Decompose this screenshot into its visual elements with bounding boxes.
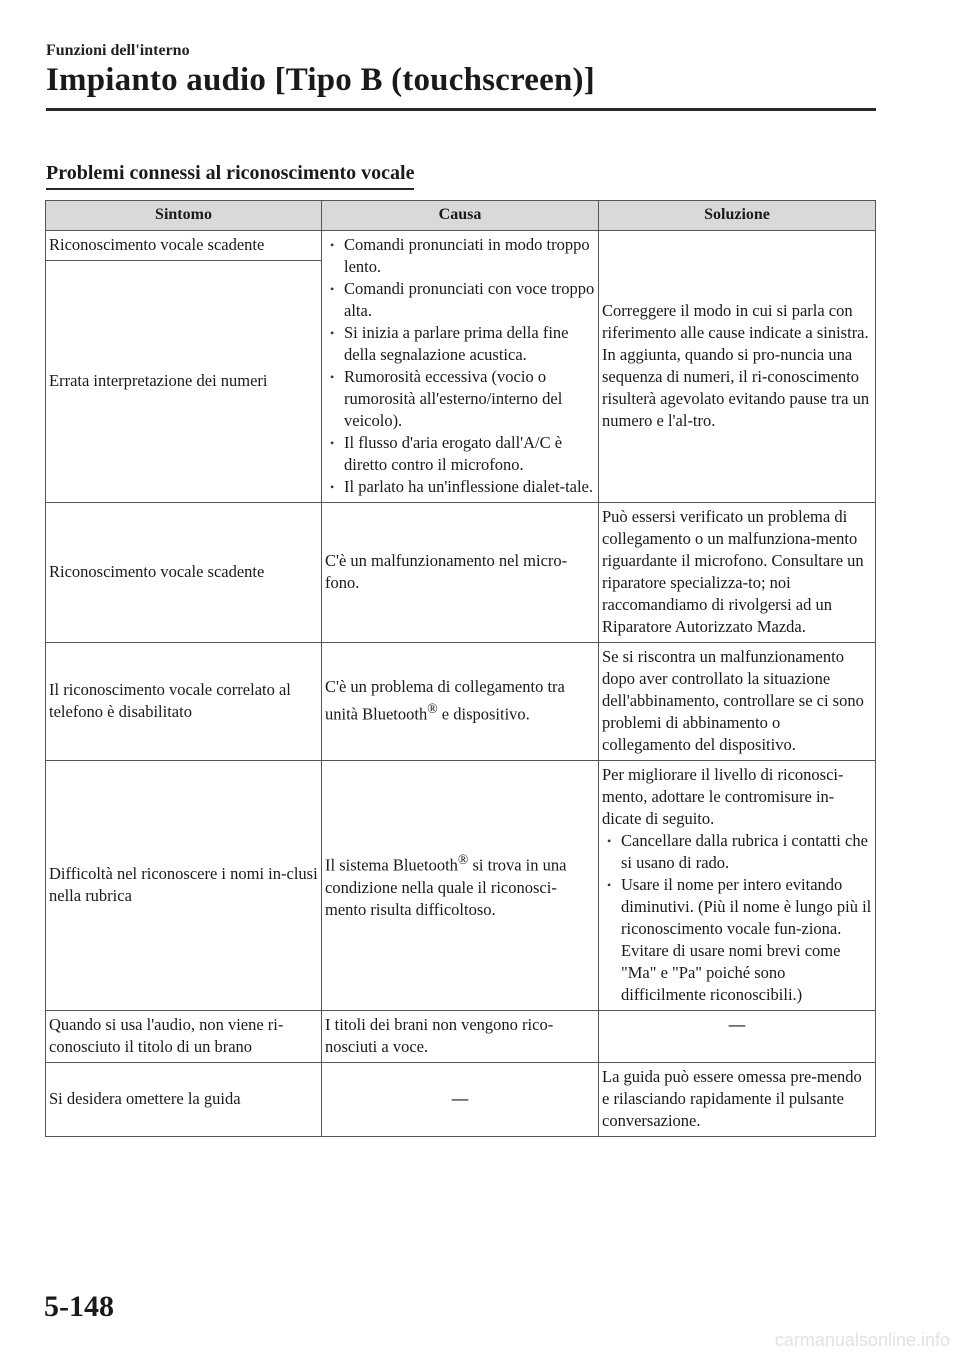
- table-row: [46, 1063, 876, 1137]
- symptom-cell: Quando si usa l'audio, non viene ri-conosciuto il titolo di un brano: [46, 1011, 322, 1063]
- table-row: [46, 503, 876, 643]
- list-item: • Si inizia a parlare prima della fine della segnalazione acustica.: [325, 322, 595, 366]
- cause-text-end: si trova in una condizione nella quale il riconosci-mento risulta difficoltoso.: [325, 855, 567, 919]
- cause-cell: [322, 231, 599, 503]
- symptom-cell: Errata interpretazione dei numeri: [46, 261, 322, 503]
- registered-mark: ®: [457, 852, 469, 868]
- table-row: [46, 231, 876, 261]
- header-sintomo: Sintomo: [46, 201, 322, 231]
- list-item: • Comandi pronunciati in modo troppo lento.: [325, 234, 595, 278]
- section-kicker: Funzioni dell'interno: [46, 42, 190, 59]
- symptom-cell: Riconoscimento vocale scadente: [46, 231, 322, 261]
- solution-cell: [599, 761, 876, 1011]
- header-soluzione: Soluzione: [599, 201, 876, 231]
- table-row: [46, 761, 876, 1011]
- list-item: • Cancellare dalla rubrica i contatti che si usano di rado.: [602, 830, 872, 874]
- solution-list: [602, 830, 872, 1006]
- list-item: • Il parlato ha un'inflessione dialet-tale.: [325, 476, 595, 498]
- solution-cell: Può essersi verificato un problema di collegamento o un malfunziona-mento riguardante il microfono. Consultare un riparatore specializza-to; noi raccomandiamo di rivolgersi ad un Riparatore Autorizzato Mazda.: [599, 503, 876, 643]
- registered-mark: ®: [427, 701, 438, 717]
- watermark: carmanualsonline.info: [774, 1330, 950, 1350]
- cause-cell: C'è un malfunzionamento nel micro-fono.: [322, 503, 599, 643]
- cause-text: Il sistema Bluetooth: [325, 855, 458, 875]
- solution-cell: La guida può essere omessa pre-mendo e rilasciando rapidamente il pulsante conversazione.: [599, 1063, 876, 1137]
- symptom-cell: Il riconoscimento vocale correlato al telefono è disabilitato: [46, 643, 322, 761]
- title-divider: [46, 108, 876, 111]
- cause-cell: I titoli dei brani non vengono rico-nosciuti a voce.: [322, 1011, 599, 1063]
- table-header-row: [46, 201, 876, 231]
- solution-cell: Se si riscontra un malfunzionamento dopo aver controllato la situazione dell'abbinamento, controllare se ci sono problemi di abbinamento o collegamento del dispositivo.: [599, 643, 876, 761]
- cause-cell: ―: [322, 1063, 599, 1137]
- page-title: Impianto audio [Tipo B (touchscreen)]: [46, 62, 595, 98]
- cause-text: C'è un problema di collegamento tra unità Bluetooth: [325, 677, 565, 724]
- symptom-cell: Si desidera omettere la guida: [46, 1063, 322, 1137]
- list-item: • Usare il nome per intero evitando diminutivi. (Più il nome è lungo più il riconoscimento vocale fun-ziona. Evitare di usare nomi brevi come "Ma" e "Pa" poiché sono difficilmente riconoscibili.): [602, 874, 872, 1006]
- symptom-cell: Riconoscimento vocale scadente: [46, 503, 322, 643]
- symptom-cell: Difficoltà nel riconoscere i nomi in-clusi nella rubrica: [46, 761, 322, 1011]
- table-row: [46, 1011, 876, 1063]
- header-causa: Causa: [322, 201, 599, 231]
- page-number: 5-148: [44, 1290, 114, 1323]
- cause-list: [325, 234, 595, 498]
- cause-cell: [322, 761, 599, 1011]
- cause-cell: [322, 643, 599, 761]
- list-item: • Comandi pronunciati con voce troppo alta.: [325, 278, 595, 322]
- subsection-heading: Problemi connessi al riconoscimento vocale: [46, 162, 414, 190]
- table-row: [46, 643, 876, 761]
- list-item: • Il flusso d'aria erogato dall'A/C è diretto contro il microfono.: [325, 432, 595, 476]
- solution-intro: Per migliorare il livello di riconosci-mento, adottare le contromisure in-dicate di seguito.: [602, 765, 844, 828]
- solution-cell: Correggere il modo in cui si parla con riferimento alle cause indicate a sinistra. In aggiunta, quando si pro-nuncia una sequenza di numeri, il ri-conoscimento risulterà agevolato evitando pause tra un numero e l'al-tro.: [599, 231, 876, 503]
- cause-text-end: e dispositivo.: [437, 704, 530, 724]
- list-item: • Rumorosità eccessiva (vocio o rumorosità all'esterno/interno del veicolo).: [325, 366, 595, 432]
- troubleshooting-table: [45, 200, 876, 1137]
- solution-cell: ―: [599, 1011, 876, 1063]
